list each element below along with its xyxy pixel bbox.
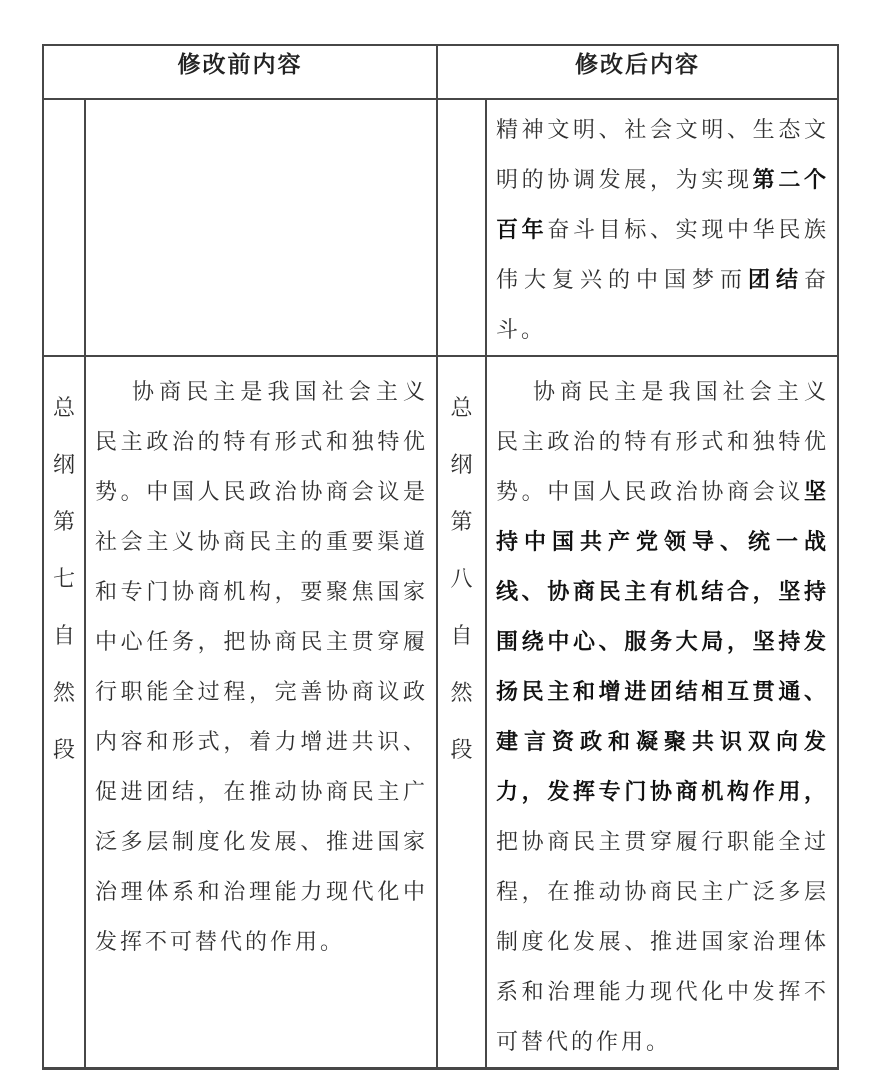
before-content-cell [85, 356, 437, 1069]
before-content-cell [85, 99, 437, 356]
after-section-label-cell [437, 99, 486, 356]
after-section-label-cell [437, 356, 486, 1069]
after-content-cell [486, 99, 838, 356]
before-paragraph: 协商民主是我国社会主义民主政治的特有形式和独特优势。中国人民政治协商会议是社会主义协商民主的重要渠道和专门协商机构，要聚焦国家中心任务，把协商民主贯穿履行职能全过程，完善协商议政内容和形式，着力增进共识、促进团结，在推动协商民主广泛多层制度化发展、推进国家治理体系和治理能力现代化中发挥不可替代的作用。 [95, 379, 428, 954]
before-section-label: 总 纲 第 七 自 然 段 [52, 395, 75, 762]
after-paragraph: 精神文明、社会文明、生态文明的协调发展，为实现第二个百年奋斗目标、实现中华民族伟大复兴的中国梦而团结奋斗。 [496, 117, 829, 342]
before-section-label-cell [43, 356, 85, 1069]
column-header-after: 修改后内容 [437, 45, 838, 99]
table-row [43, 356, 838, 1069]
before-section-label-cell [43, 99, 85, 356]
revision-comparison-table [42, 44, 839, 1070]
header-row [43, 45, 838, 99]
after-paragraph: 协商民主是我国社会主义民主政治的特有形式和独特优势。中国人民政治协商会议坚持中国共产党领导、统一战线、协商民主有机结合，坚持围绕中心、服务大局，坚持发扬民主和增进团结相互贯通、建言资政和凝聚共识双向发力，发挥专门协商机构作用，把协商民主贯穿履行职能全过程，在推动协商民主广泛多层制度化发展、推进国家治理体系和治理能力现代化中发挥不可替代的作用。 [496, 379, 829, 1054]
after-section-label: 总 纲 第 八 自 然 段 [450, 395, 473, 762]
column-header-before: 修改前内容 [43, 45, 437, 99]
after-content-cell [486, 356, 838, 1069]
table-row [43, 99, 838, 356]
